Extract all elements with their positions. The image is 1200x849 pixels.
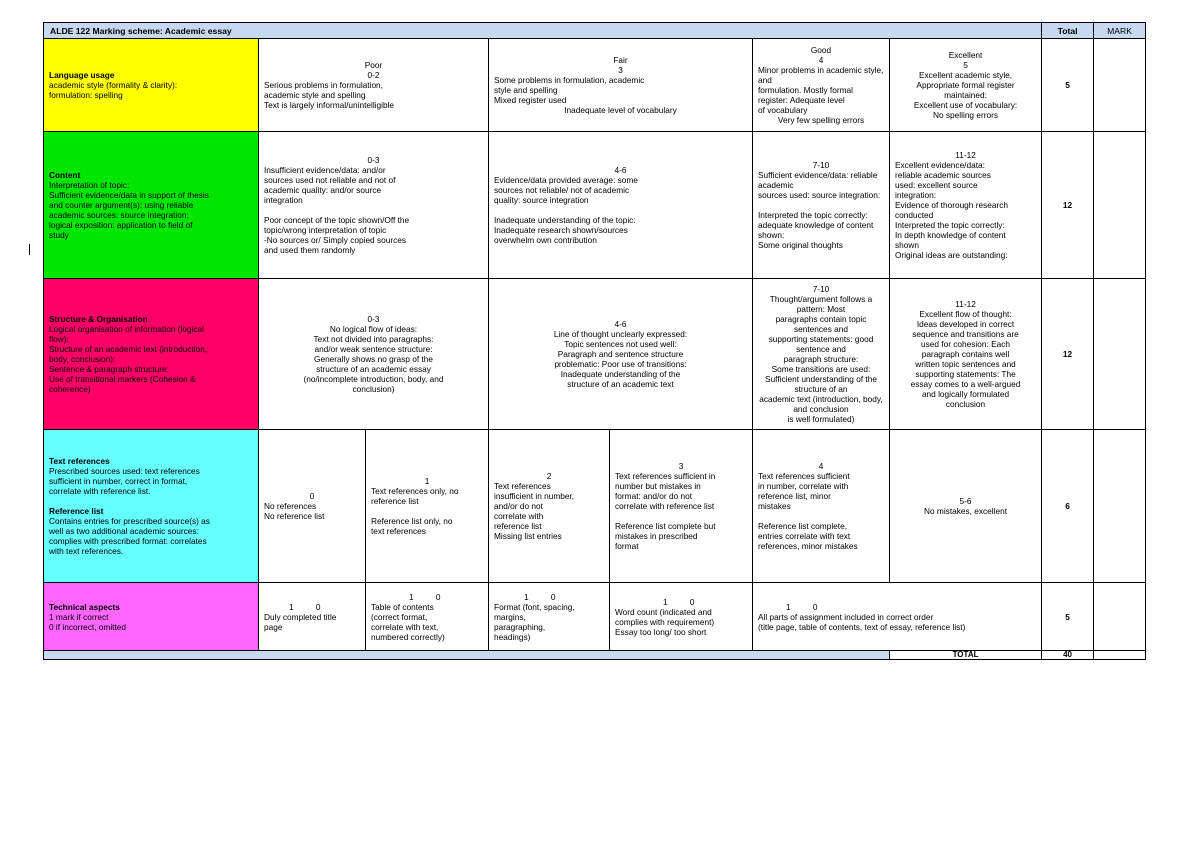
references-score-3: 3 Text references sufficient in number but mistakes in format: and/or do not correlate with reference list Reference list complete but mistakes in prescribed format — [610, 430, 753, 583]
marking-scheme — [43, 22, 1145, 660]
technical-parts: 1 0 All parts of assignment included in correct order (title page, table of contents, text of essay, reference list) — [753, 583, 1042, 651]
references-score-1: 1 Text references only, no reference list Reference list only, no text references — [366, 430, 489, 583]
content-good: 7-10 Sufficient evidence/data: reliable academic sources used: source integration: Interpreted the topic correctly: adequate knowledge of content shown: Some original thoughts — [753, 132, 890, 279]
grand-total-value: 40 — [1042, 651, 1094, 660]
structure-total: 12 — [1042, 279, 1094, 430]
total-header: Total — [1042, 23, 1094, 39]
structure-excellent: 11-12 Excellent flow of thought: Ideas developed in correct sequence and transitions are used for cohesion: Each paragraph contains well written topic sentences and supporting statements: The essay comes to a well-argued and logically formulated conclusion — [890, 279, 1042, 430]
mark-header: MARK — [1094, 23, 1146, 39]
content-fair: 4-6 Evidence/data provided average: some sources not reliable/ not of academic quality: source integration Inadequate understanding of the topic: Inadequate research shown/sources overwhelm own contribution — [489, 132, 753, 279]
structure-fair: 4-6 Line of thought unclearly expressed: Topic sentences not used well: Paragraph and sentence structure problematic: Poor use of transitions: Inadequate understanding of the structure of an academic text — [489, 279, 753, 430]
header-row — [44, 23, 1146, 39]
language-good: Good 4 Minor problems in academic style, and formulation. Mostly formal register: Adequate level of vocabulary Very few spelling errors — [753, 39, 890, 132]
language-poor: Poor 0-2 Serious problems in formulation, academic style and spelling Text is largely informal/unintelligible — [259, 39, 489, 132]
technical-total: 5 — [1042, 583, 1094, 651]
margin-mark — [29, 244, 30, 255]
references-mark[interactable] — [1094, 430, 1146, 583]
grand-total-mark[interactable] — [1094, 651, 1146, 660]
content-poor: 0-3 Insufficient evidence/data: and/or sources used not reliable and not of academic quality: and/or source integration Poor concept of the topic shown/Off the topic/wrong interpretation of topic -No sources or/ Simply copied sources and used them randomly — [259, 132, 489, 279]
content-total: 12 — [1042, 132, 1094, 279]
content-excellent: 11-12 Excellent evidence/data: reliable academic sources used: excellent source integration: Evidence of thorough research conducted Interpreted the topic correctly: In depth knowledge of content shown Original ideas are outstanding: — [890, 132, 1042, 279]
row-language — [44, 39, 1146, 132]
row-content — [44, 132, 1146, 279]
references-score-5: 5-6 No mistakes, excellent — [890, 430, 1042, 583]
technical-format: 1 0 Format (font, spacing, margins, paragraphing, headings) — [489, 583, 610, 651]
structure-good: 7-10 Thought/argument follows a pattern: Most paragraphs contain topic sentences and supporting statements: good sentence and paragraph structure: Some transitions are used: Sufficient understanding of the structure of an academic text (introduction, body, and conclusion is well formulated) — [753, 279, 890, 430]
row-technical — [44, 583, 1146, 651]
footer-row — [44, 651, 1146, 660]
content-mark[interactable] — [1094, 132, 1146, 279]
technical-contents: 1 0 Table of contents (correct format, correlate with text, numbered correctly) — [366, 583, 489, 651]
row-references — [44, 430, 1146, 583]
technical-title-page: 1 0 Duly completed title page — [259, 583, 366, 651]
technical-word-count: 1 0 Word count (indicated and complies with requirement) Essay too long/ too short — [610, 583, 753, 651]
language-excellent: Excellent 5 Excellent academic style, Appropriate formal register maintained: Excellent use of vocabulary: No spelling errors — [890, 39, 1042, 132]
references-score-0: 0 No references No reference list — [259, 430, 366, 583]
structure-poor: 0-3 No logical flow of ideas: Text not divided into paragraphs: and/or weak sentence structure: Generally shows no grasp of the structure of an academic essay (no/incomplete introduction, body, and conclusion) — [259, 279, 489, 430]
row-structure — [44, 279, 1146, 430]
language-fair: Fair 3 Some problems in formulation, academic style and spelling Mixed register used Inadequate level of vocabulary — [489, 39, 753, 132]
criterion-structure: Structure & Organisation Logical organisation of information (logical flow): Structure of an academic text (introduction, body, conclusion): Sentence & paragraph structure: Use of transitional markers (Cohesion & coherence) — [44, 279, 259, 430]
references-score-4: 4 Text references sufficient in number, correlate with reference list, minor mistakes Reference list complete, entries correlate with text references, minor mistakes — [753, 430, 890, 583]
criterion-content: Content Interpretation of topic: Sufficient evidence/data in support of thesis and counter argument(s): using reliable academic sources: source integration: logical exposition: application to field of study — [44, 132, 259, 279]
references-total: 6 — [1042, 430, 1094, 583]
rubric-table — [43, 22, 1146, 660]
language-total: 5 — [1042, 39, 1094, 132]
scheme-title: ALDE 122 Marking scheme: Academic essay — [44, 23, 1042, 39]
language-mark[interactable] — [1094, 39, 1146, 132]
criterion-language: Language usage academic style (formality & clarity): formulation: spelling — [44, 39, 259, 132]
criterion-references: Text references Prescribed sources used: text references sufficient in number, correct in format, correlate with reference list. Reference list Contains entries for prescribed source(s) as well as two additional academic sources: complies with prescribed format: correlates with text references. — [44, 430, 259, 583]
structure-mark[interactable] — [1094, 279, 1146, 430]
grand-total-label: TOTAL — [890, 651, 1042, 660]
criterion-technical: Technical aspects 1 mark if correct 0 if incorrect, omitted — [44, 583, 259, 651]
references-score-2: 2 Text references insufficient in number, and/or do not correlate with reference list Missing list entries — [489, 430, 610, 583]
technical-mark[interactable] — [1094, 583, 1146, 651]
